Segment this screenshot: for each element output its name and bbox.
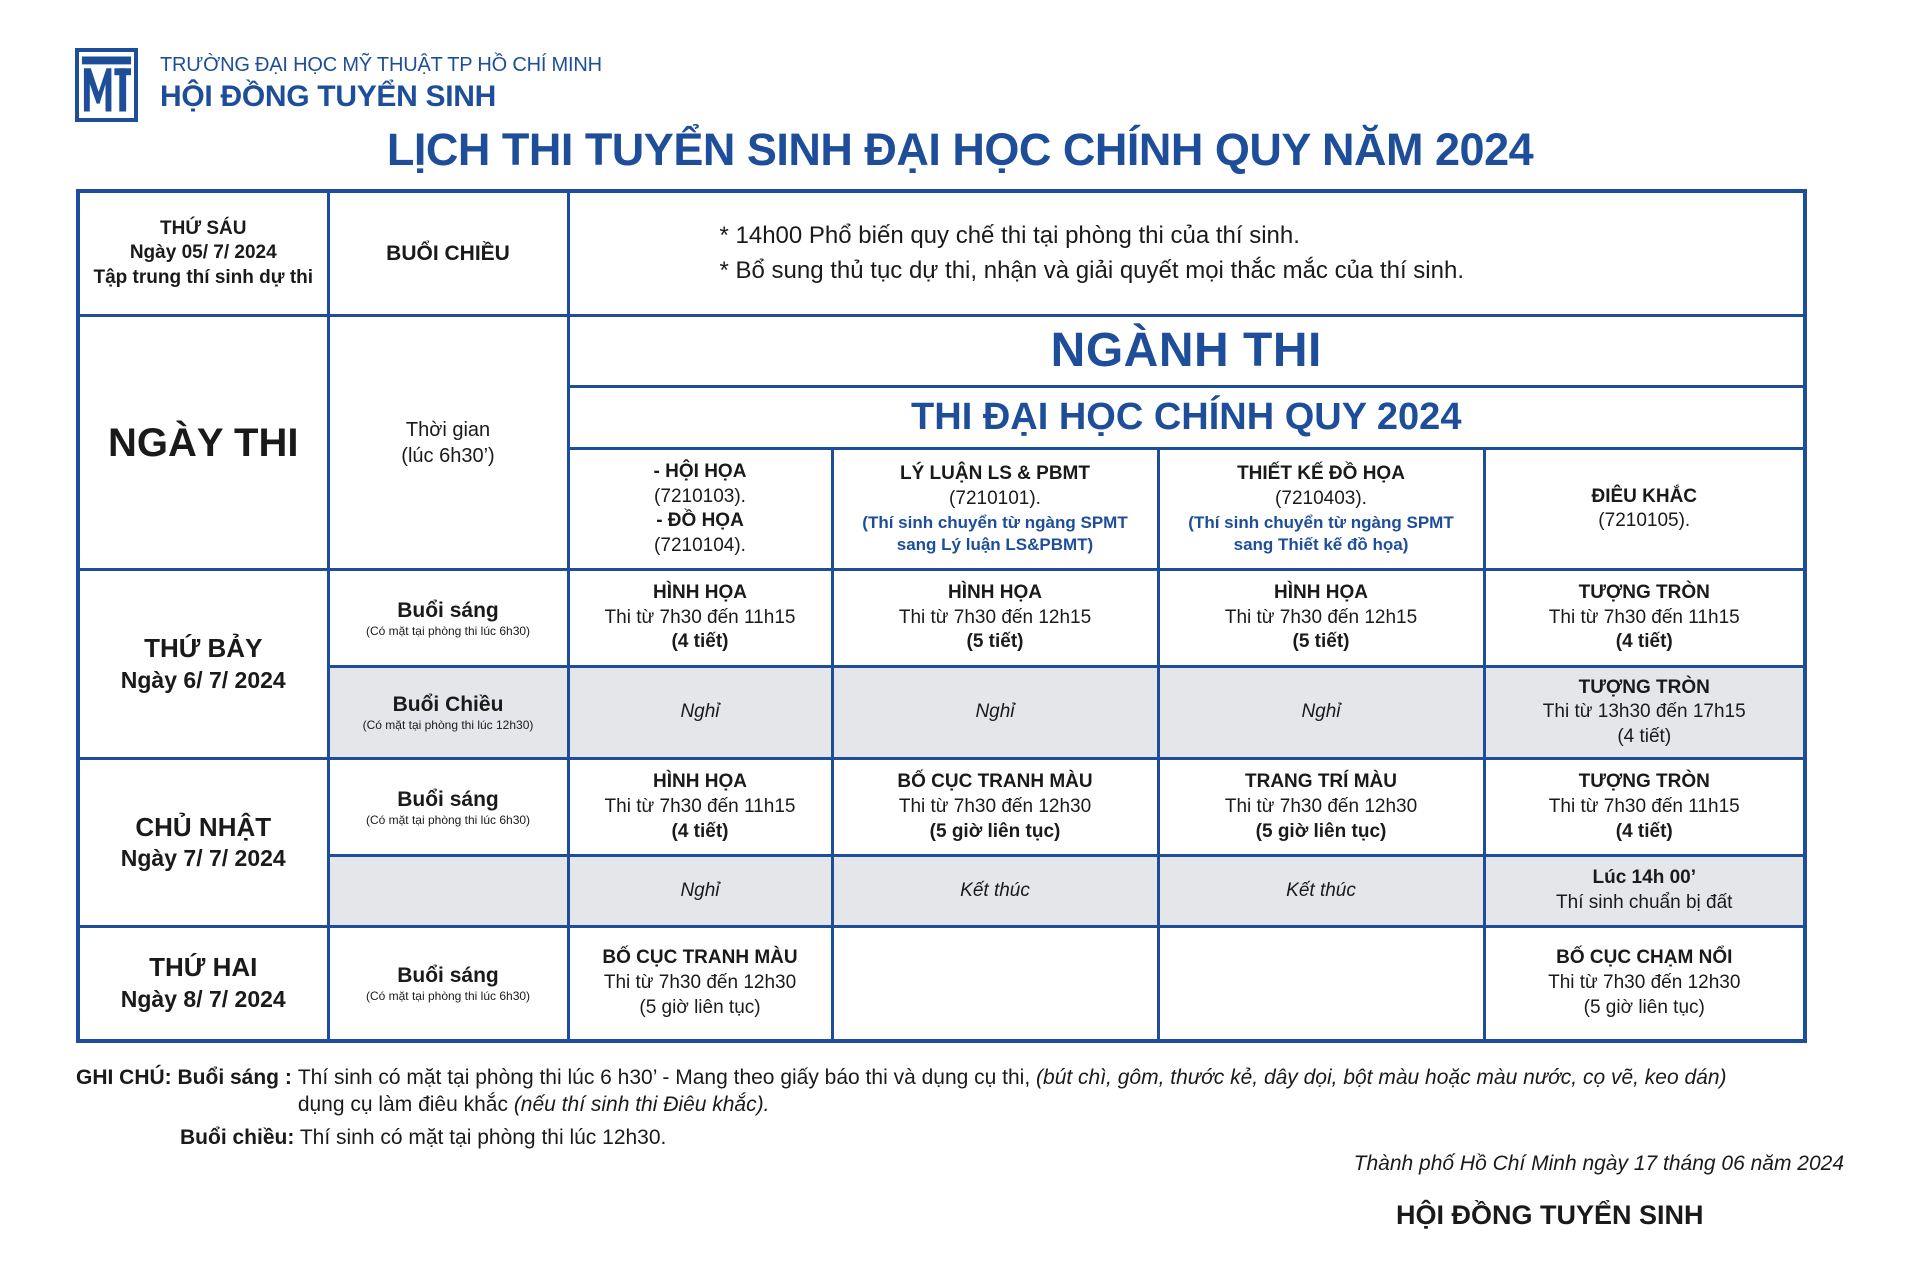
exam-time: Thi từ 7h30 đến 11h15 [604, 606, 796, 628]
exam-cell-empty [832, 926, 1158, 1041]
exam-cell [1158, 759, 1484, 856]
exam-duration: (5 giờ liên tục) [1255, 820, 1387, 842]
note-morning [76, 1064, 1866, 1119]
exam-cell [1484, 570, 1805, 667]
note-text-italic: (nếu thí sinh thi Điêu khắc). [513, 1093, 770, 1117]
intro-date: Ngày 05/ 7/ 2024 [129, 242, 277, 264]
sun-day-cell [78, 759, 328, 926]
exam-cell [832, 570, 1158, 667]
exam-cell [1484, 759, 1805, 856]
day-name: THỨ HAI [149, 952, 258, 983]
major-code: (7210403). [1275, 488, 1367, 510]
exam-duration: (5 tiết) [966, 631, 1024, 653]
exam-cell [1484, 856, 1805, 926]
exam-subject: TƯỢNG TRÒN [1578, 771, 1710, 793]
exam-subject: BỐ CỤC TRANH MÀU [897, 771, 1093, 793]
major-code: (7210103). [654, 485, 746, 507]
note-text-italic: (bút chì, gôm, thước kẻ, dây dọi, bột màu hoặc màu nước, cọ vẽ, keo dán) [1036, 1066, 1727, 1089]
ngay-thi-cell [78, 316, 328, 570]
major-code: (7210101). [949, 488, 1041, 510]
note-label: GHI CHÚ: Buổi sáng : [76, 1066, 292, 1089]
session-morning-cell [328, 759, 568, 856]
exam-duration: (5 tiết) [1292, 631, 1350, 653]
major-name: - ĐỒ HỌA [656, 510, 744, 532]
sat-day-cell [78, 570, 328, 759]
mon-am-row [78, 926, 1805, 1041]
intro-line-2: * Bổ sung thủ tục dự thi, nhận và giải quyết mọi thắc mắc của thí sinh. [719, 256, 1464, 284]
session-label: Buổi Chiều [392, 693, 504, 717]
day-name: CHỦ NHẬT [135, 811, 272, 842]
exam-subject: TƯỢNG TRÒN [1578, 676, 1710, 698]
major-dieu-khac [1484, 449, 1805, 570]
time-label: Thời gian [405, 418, 491, 441]
major-note: (Thí sinh chuyển từ ngàng SPMT [1188, 512, 1454, 532]
session-afternoon-cell [328, 666, 568, 759]
exam-schedule-table [76, 189, 1807, 1043]
exam-cell [832, 759, 1158, 856]
exam-cell [568, 926, 832, 1041]
session-note: (Có mặt tại phòng thi lúc 6h30) [365, 989, 531, 1004]
session-label: Buổi sáng [397, 963, 499, 987]
school-name: TRƯỜNG ĐẠI HỌC MỸ THUẬT TP HỒ CHÍ MINH [160, 54, 602, 76]
intro-text-cell [568, 191, 1805, 316]
exam-cell: Nghỉ [568, 666, 832, 759]
session-label: Buổi sáng [397, 787, 499, 811]
exam-cell [568, 570, 832, 667]
major-name: LÝ LUẬN LS & PBMT [900, 463, 1090, 485]
exam-time: Thi từ 7h30 đến 12h15 [898, 606, 1092, 628]
major-code: (7210104). [654, 534, 746, 556]
ngay-thi-label: NGÀY THI [108, 420, 299, 465]
exam-cell: Kết thúc [832, 856, 1158, 926]
exam-duration: (4 tiết) [671, 631, 729, 653]
exam-time: Thi từ 7h30 đến 11h15 [1548, 795, 1740, 817]
sun-pm-row [78, 856, 1805, 926]
exam-subject: HÌNH HỌA [653, 771, 747, 793]
sat-am-row [78, 570, 1805, 667]
exam-cell [1158, 570, 1484, 667]
note-text-plain: Thí sinh có mặt tại phòng thi lúc 6 h30’ - Mang theo giấy báo thi và dụng cụ thi, [297, 1066, 1031, 1089]
mt-monogram-icon [75, 48, 138, 122]
exam-duration: (5 giờ liên tục) [639, 996, 761, 1018]
exam-time: Thi từ 7h30 đến 12h15 [1224, 606, 1418, 628]
note-morning-text [298, 1064, 1727, 1119]
exam-cell: Nghỉ [568, 856, 832, 926]
nganh-thi-title: NGÀNH THI [1050, 323, 1322, 377]
day-date: Ngày 6/ 7/ 2024 [120, 667, 286, 694]
sat-pm-row [78, 666, 1805, 759]
intro-line-1: * 14h00 Phổ biến quy chế thi tại phòng thi của thí sinh. [719, 221, 1300, 249]
day-name: THỨ BẢY [144, 633, 263, 664]
sub-title-cell [568, 386, 1805, 448]
exam-subject: TRANG TRÍ MÀU [1245, 771, 1397, 793]
session-label: Buổi sáng [397, 598, 499, 622]
major-name: ĐIÊU KHẮC [1591, 485, 1698, 507]
exam-time: Thí sinh chuẩn bị đất [1556, 891, 1733, 913]
major-note: (Thí sinh chuyển từ ngàng SPMT [862, 512, 1128, 532]
note-afternoon-label: Buổi chiều: [180, 1126, 295, 1149]
major-thiet-ke-do-hoa [1158, 449, 1484, 570]
signature-org: HỘI ĐỒNG TUYỂN SINH [1396, 1200, 1704, 1230]
exam-subject: HÌNH HỌA [948, 581, 1042, 603]
nganh-thi-row [78, 316, 1805, 386]
exam-time: Thi từ 7h30 đến 12h30 [1548, 971, 1741, 993]
exam-cell [568, 759, 832, 856]
exam-subject: HÌNH HỌA [1274, 581, 1368, 603]
nganh-thi-cell [568, 316, 1805, 386]
exam-duration: (4 tiết) [1615, 820, 1673, 842]
day-date: Ngày 8/ 7/ 2024 [120, 986, 286, 1013]
session-note: (Có mặt tại phòng thi lúc 12h30) [362, 718, 534, 733]
note-afternoon [180, 1126, 666, 1150]
major-note: sang Thiết kế đồ họa) [1233, 534, 1409, 554]
sub-title: THI ĐẠI HỌC CHÍNH QUY 2024 [911, 395, 1462, 438]
note-text-plain: dụng cụ làm điêu khắc [297, 1093, 508, 1117]
note-afternoon-text: Thí sinh có mặt tại phòng thi lúc 12h30. [299, 1126, 667, 1149]
session-note: (Có mặt tại phòng thi lúc 6h30) [365, 813, 531, 828]
intro-session: BUỔI CHIỀU [386, 241, 510, 265]
exam-duration: (5 giờ liên tục) [929, 820, 1061, 842]
major-name: THIẾT KẾ ĐỒ HỌA [1237, 463, 1405, 485]
day-date: Ngày 7/ 7/ 2024 [120, 845, 286, 872]
exam-time: Thi từ 7h30 đến 12h30 [1224, 795, 1418, 817]
exam-cell: Nghỉ [1158, 666, 1484, 759]
exam-duration: (4 tiết) [671, 820, 729, 842]
major-code: (7210105). [1598, 510, 1691, 532]
session-empty-cell [328, 856, 568, 926]
time-value: (lúc 6h30’) [401, 444, 495, 467]
intro-row [78, 191, 1805, 316]
time-header-cell [328, 316, 568, 570]
mon-day-cell [78, 926, 328, 1041]
major-hoi-hoa-do-hoa [568, 449, 832, 570]
session-morning-cell [328, 570, 568, 667]
session-note: (Có mặt tại phòng thi lúc 6h30) [365, 623, 531, 638]
intro-day-cell [78, 191, 328, 316]
exam-subject: TƯỢNG TRÒN [1578, 581, 1710, 603]
sun-am-row [78, 759, 1805, 856]
exam-subject: Lúc 14h 00’ [1592, 867, 1696, 889]
exam-duration: (4 tiết) [1615, 631, 1673, 653]
exam-time: Thi từ 7h30 đến 11h15 [604, 795, 796, 817]
exam-cell [1484, 926, 1805, 1041]
exam-cell-empty [1158, 926, 1484, 1041]
intro-note: Tập trung thí sinh dự thi [93, 267, 314, 289]
exam-duration: (4 tiết) [1617, 725, 1672, 747]
session-morning-cell [328, 926, 568, 1041]
page-title: LỊCH THI TUYỂN SINH ĐẠI HỌC CHÍNH QUY NĂM 2024 [386, 124, 1534, 175]
exam-subject: BỐ CỤC TRANH MÀU [602, 947, 798, 969]
exam-cell [1484, 666, 1805, 759]
exam-subject: HÌNH HỌA [653, 581, 747, 603]
exam-duration: (5 giờ liên tục) [1583, 996, 1705, 1018]
notes-section [76, 1064, 1866, 1119]
major-note: sang Lý luận LS&PBMT) [896, 534, 1094, 554]
intro-session-cell [328, 191, 568, 316]
major-name: - HỘI HỌA [653, 460, 747, 482]
intro-day: THỨ SÁU [160, 217, 247, 239]
signature-date: Thành phố Hồ Chí Minh ngày 17 tháng 06 năm 2024 [1353, 1152, 1844, 1175]
council-name: HỘI ĐỒNG TUYỂN SINH [160, 80, 496, 113]
exam-subject: BỐ CỤC CHẠM NỔI [1556, 947, 1733, 969]
major-ly-luan [832, 449, 1158, 570]
exam-cell: Nghỉ [832, 666, 1158, 759]
exam-time: Thi từ 7h30 đến 12h30 [603, 971, 797, 993]
exam-time: Thi từ 7h30 đến 12h30 [898, 795, 1092, 817]
exam-cell: Kết thúc [1158, 856, 1484, 926]
exam-time: Thi từ 13h30 đến 17h15 [1542, 701, 1746, 723]
exam-time: Thi từ 7h30 đến 11h15 [1548, 606, 1740, 628]
